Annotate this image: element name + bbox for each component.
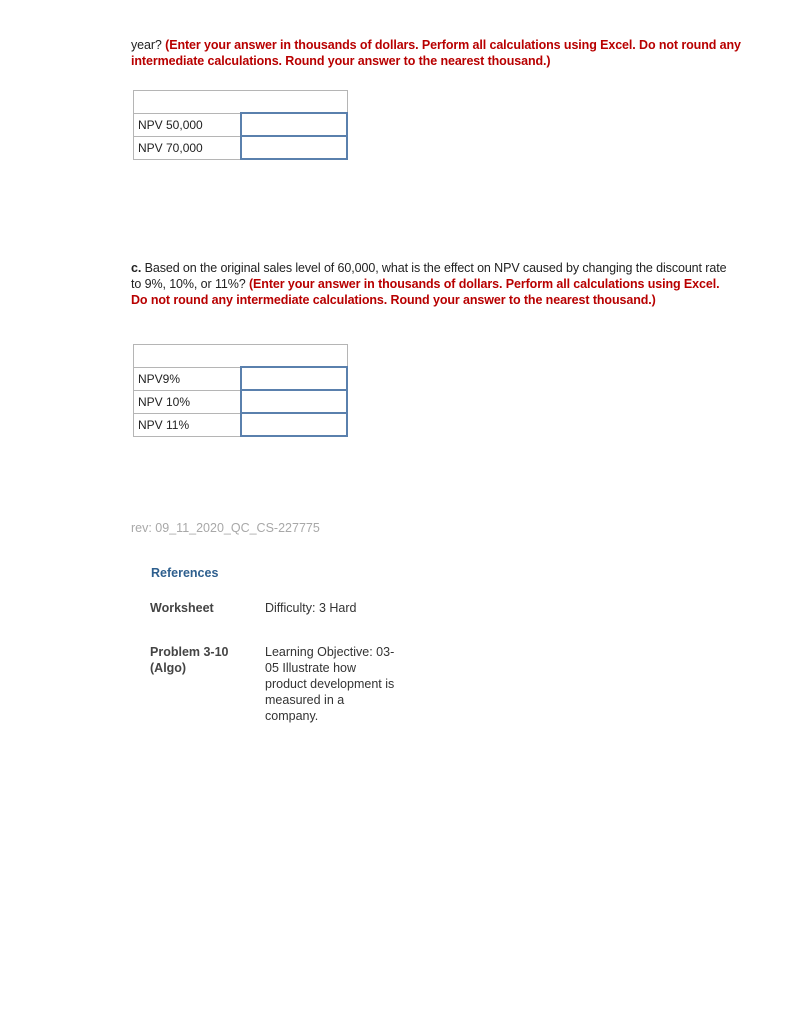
row-label-npv-9: NPV9%: [134, 367, 242, 390]
part-b-lead-text: year?: [131, 38, 166, 52]
npv-9-percent-input[interactable]: [242, 369, 346, 388]
row-label-npv-11: NPV 11%: [134, 413, 242, 436]
answer-cell: [241, 413, 347, 436]
part-c-question: [131, 260, 731, 308]
revision-label: rev: 09_11_2020_QC_CS-227775: [131, 521, 320, 535]
row-label-npv-70000: NPV 70,000: [134, 136, 242, 159]
npv-11-percent-input[interactable]: [242, 415, 346, 434]
reference-key: Problem 3-10 (Algo): [150, 645, 229, 675]
row-label-npv-50000: NPV 50,000: [134, 113, 242, 136]
part-c-letter: c.: [131, 261, 142, 275]
reference-row-problem: [150, 644, 400, 724]
table-row: [134, 367, 348, 390]
reference-key: Worksheet: [150, 601, 214, 615]
references-title: References: [151, 566, 219, 580]
table-row: [134, 390, 348, 413]
table-row: [134, 136, 348, 159]
npv-50000-input[interactable]: [242, 115, 346, 134]
answer-cell: [241, 367, 347, 390]
answer-cell: [241, 113, 347, 136]
part-b-answer-table: [133, 90, 348, 160]
part-c-answer-table: [133, 344, 348, 437]
table-header-cell: [134, 345, 348, 368]
table-header-cell: [134, 91, 348, 114]
npv-10-percent-input[interactable]: [242, 392, 346, 411]
table-header-row: [134, 91, 348, 114]
part-c-question-text: Based on the original sales level of 60,000, what is the effect on NPV caused by changing the discount rate to 9%, 10%, or 11%?: [131, 261, 727, 291]
part-b-instruction: (Enter your answer in thousands of dollars. Perform all calculations using Excel. Do not round any intermediate calculations. Round your answer to the nearest thousand.): [131, 38, 741, 68]
table-row: [134, 413, 348, 436]
answer-cell: [241, 390, 347, 413]
part-c-instruction: (Enter your answer in thousands of dollars. Perform all calculations using Excel. Do not round any intermediate calculations. Round your answer to the nearest thousand.): [131, 277, 720, 307]
reference-row-worksheet: [150, 600, 400, 616]
table-row: [134, 113, 348, 136]
reference-value: Learning Objective: 03-05 Illustrate how product development is measured in a company.: [265, 645, 395, 723]
table-header-row: [134, 345, 348, 368]
row-label-npv-10: NPV 10%: [134, 390, 242, 413]
npv-70000-input[interactable]: [242, 138, 346, 157]
reference-value: Difficulty: 3 Hard: [265, 601, 357, 615]
part-b-question: [131, 37, 746, 69]
answer-cell: [241, 136, 347, 159]
